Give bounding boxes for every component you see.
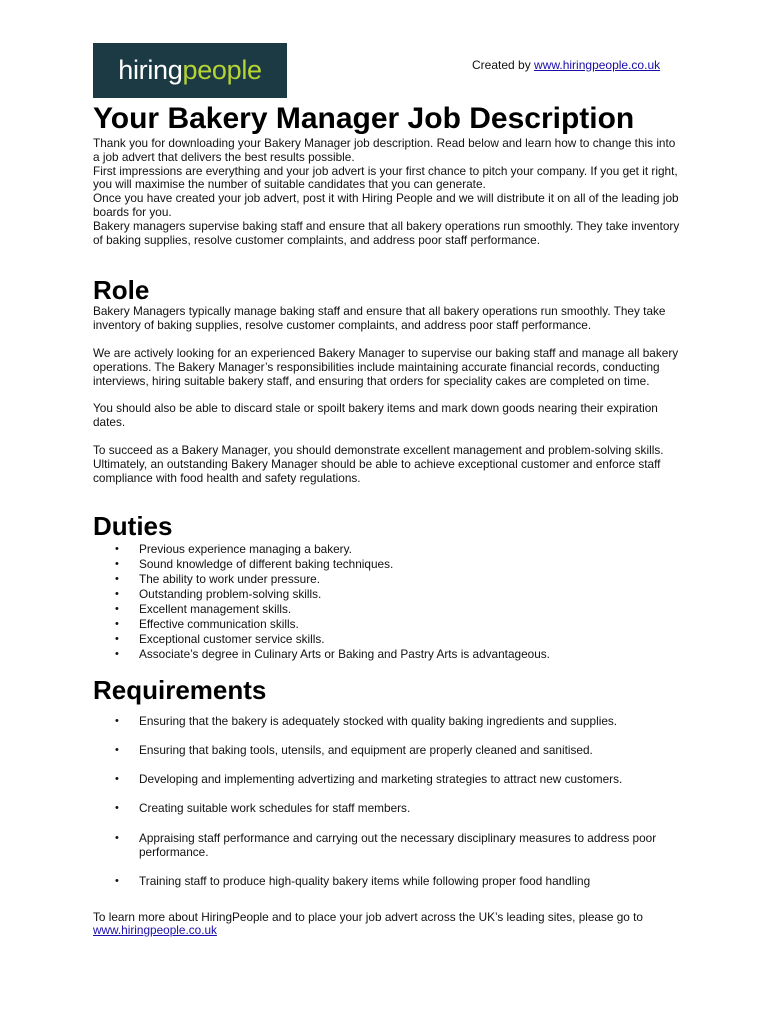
role-heading: Role [93,275,150,306]
footer-link[interactable]: www.hiringpeople.co.uk [93,923,217,938]
requirements-item: • Creating suitable work schedules for staff members. [93,802,683,816]
requirements-item: • Ensuring that baking tools, utensils, and equipment are properly cleaned and sanitised. [93,744,683,758]
intro-paragraph: Thank you for downloading your Bakery Manager job description. Read below and learn how to change this into a job advert that delivers the best results possible. [93,136,676,164]
duties-item: • The ability to work under pressure. [93,572,683,587]
document-body [93,101,683,938]
page-title: Your Bakery Manager Job Description [93,102,635,135]
duties-item: • Effective communication skills. [93,617,683,632]
requirements-item: • Ensuring that the bakery is adequately stocked with quality baking ingredients and supplies. [93,715,683,729]
intro-paragraph: Bakery managers supervise baking staff and ensure that all bakery operations run smoothly. They take inventory of baking supplies, resolve customer complaints, and address poor staff performance. [93,218,680,247]
duties-item: • Previous experience managing a bakery. [93,542,683,557]
role-section [93,305,683,485]
role-paragraph: You should also be able to discard stale or spoilt bakery items and mark down goods nearing their expiration dates. [93,401,658,430]
requirements-item: • Developing and implementing advertizing and marketing strategies to attract new customers. [93,773,683,787]
logo-text-hiring: hiring [118,55,183,85]
duties-list [93,542,683,661]
footer-note [93,911,683,939]
intro-paragraph: First impressions are everything and your job advert is your first chance to pitch your company. If you get it right, you will maximise the number of suitable candidates that you can generate. [93,163,678,192]
duties-item: • Exceptional customer service skills. [93,632,683,647]
created-by [472,58,660,72]
logo-text-people: people [182,55,262,85]
duties-item: • Outstanding problem-solving skills. [93,587,683,602]
duties-heading: Duties [93,511,173,542]
created-by-label: Created by [472,58,535,72]
requirements-list [93,715,683,889]
role-paragraph: We are actively looking for an experienced Bakery Manager to supervise our baking staff and manage all bakery operations. The Bakery Manager’s responsibilities include maintaining accurate financial records, conducting interviews, hiring suitable bakery staff, and ensuring that orders for speciality cakes are completed on time. [93,345,679,388]
duties-item: • Excellent management skills. [93,602,683,617]
requirements-item: • Training staff to produce high-quality bakery items while following proper food handling [93,875,683,889]
footer-text: To learn more about HiringPeople and to place your job advert across the UK’s leading sites, please go to [93,909,643,924]
created-by-link[interactable]: www.hiringpeople.co.uk [534,58,661,72]
hiringpeople-logo [93,43,287,98]
role-paragraph: To succeed as a Bakery Manager, you should demonstrate excellent management and problem-solving skills. Ultimately, an outstanding Bakery Manager should be able to achieve exceptional customer and enforce staff compliance with food health and safety regulations. [93,442,664,485]
requirements-item: • Appraising staff performance and carrying out the necessary disciplinary measures to address poor performance. [93,832,683,860]
duties-item: • Sound knowledge of different baking techniques. [93,557,683,572]
role-paragraph: Bakery Managers typically manage baking staff and ensure that all bakery operations run smoothly. They take inventory of baking supplies, resolve customer complaints, and address poor staff performance. [93,304,666,333]
duties-item: • Associate’s degree in Culinary Arts or Baking and Pastry Arts is advantageous. [93,647,683,662]
intro-section [93,137,683,247]
requirements-heading: Requirements [93,674,267,705]
intro-paragraph: Once you have created your job advert, post it with Hiring People and we will distribute it on all of the leading job boards for you. [93,191,679,219]
